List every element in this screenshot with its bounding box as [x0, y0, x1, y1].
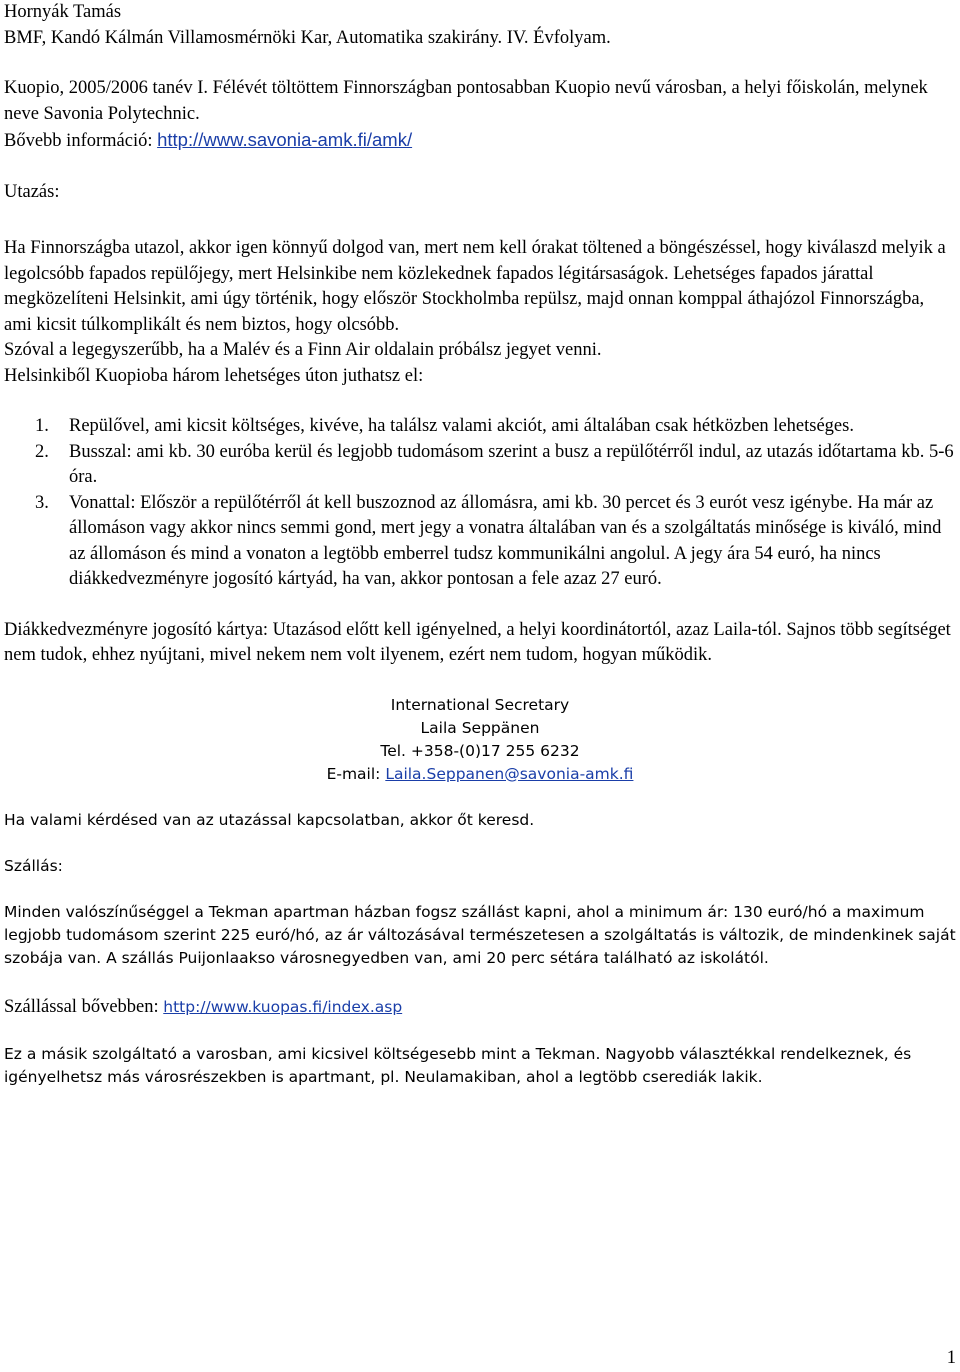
intro-text: Kuopio, 2005/2006 tanév I. Félévét töltöttem Finnországban pontosabban Kuopio nevű városban, a helyi főiskolán, melynek neve Savonia Polytechnic. [4, 78, 928, 124]
contact-note: Ha valami kérdésed van az utazással kapcsolatban, akkor őt keresd. [4, 810, 535, 829]
accommodation-paragraph: Minden valószínűséggel a Tekman apartman házban fogsz szállást kapni, ahol a minimum ár: 130 euró/hó a maximum legjobb tudomásom szerint 225 euró/hó, az ár változásával természetesen a szolgáltatás is változik, de mindenkinek saját szobája van. A szállás Puijonlaakso városnegyedben van, ami 20 perc sétára található az iskolától. [4, 902, 956, 967]
contact-email-link[interactable]: Laila.Seppanen@savonia-amk.fi [385, 764, 634, 783]
travel-line-2: Szóval a legegyszerűbb, ha a Malév és a Finn Air oldalain próbálsz jegyet venni. [4, 340, 602, 360]
accommodation-heading: Szállás: [4, 856, 63, 875]
contact-email-label: E-mail: [326, 764, 386, 783]
list-item [4, 414, 956, 440]
travel-heading: Utazás: [4, 181, 60, 202]
list-item-text: Repülővel, ami kicsit költséges, kivéve, ha találsz valami akciót, ami általában csak hétközben lehetséges. [69, 416, 854, 436]
list-item-text: Busszal: ami kb. 30 euróba kerül és legjobb tudomásom szerint a busz a repülőtérről indul, az utazás időtartama kb. 5-6 óra. [69, 441, 954, 487]
savonia-link[interactable]: http://www.savonia-amk.fi/amk/ [157, 129, 413, 150]
list-item-number: 3. [35, 492, 49, 513]
page-number: 1 [946, 1348, 956, 1368]
author-name: Hornyák Tamás [4, 2, 122, 22]
list-item-text: Vonattal: Először a repülőtérről át kell buszoznod az állomásra, ami kb. 30 percet és 3 eurót vesz igénybe. Ha már az állomáson vagy akkor nincs semmi gond, mert jegy a vonatra általában van és a szolgáltatás minősége is kiváló, mind az állomáson és mind a vonaton a legtöbb emberrel tudsz kommunikálni angolul. A jegy ára 54 euró, ha nincs diákkedvezményre jogosító kártyád, ha van, akkor pontosan a fele azaz 27 euró. [69, 492, 942, 589]
list-item-number: 1. [35, 416, 49, 436]
accommodation-more-line [4, 995, 956, 1021]
contact-block [4, 694, 956, 786]
intro-more-label: Bővebb információ: [4, 131, 158, 151]
header-block [4, 0, 956, 51]
contact-tel: Tel. +358-(0)17 255 6232 [380, 741, 580, 760]
list-item-number: 2. [35, 441, 49, 462]
kuopas-link[interactable]: http://www.kuopas.fi/index.asp [163, 997, 403, 1016]
travel-line-3: Helsinkiből Kuopioba három lehetséges úton juthatsz el: [4, 365, 424, 386]
student-card-paragraph: Diákkedvezményre jogosító kártya: Utazásod előtt kell igényelned, a helyi koordinátortól, azaz Laila-tól. Sajnos több segítséget nem tudok, ehhez nyújtani, mivel nekem nem volt ilyenem, ezért nem tudom, hogyan működik. [4, 619, 951, 665]
contact-role: International Secretary [390, 695, 570, 714]
travel-paragraph: Ha Finnországba utazol, akkor igen könnyű dolgod van, mert nem kell órakat töltened a böngészéssel, hogy kiválaszd melyik a legolcsóbb fapados repülőjegy, mert Helsinkibe nem közlekednek fapados légitársaságok. Lehetséges fapados járattal megközelíteni Helsinkit, ami úgy történik, hogy először Stockholmba repülsz, majd onnan komppal áthajózol Finnországba, ami kicsit túlkomplikált és nem biztos, hogy olcsóbb. [4, 238, 946, 335]
travel-block [4, 236, 956, 389]
list-item [4, 440, 956, 491]
travel-options-list [4, 414, 956, 593]
contact-name: Laila Seppänen [420, 718, 540, 737]
list-item [4, 491, 956, 593]
accommodation-more-label: Szállással bővebben: [4, 996, 164, 1017]
document-page [4, 0, 956, 1372]
contact-email-line [4, 763, 956, 786]
accommodation-other-paragraph: Ez a másik szolgáltató a varosban, ami kicsivel költségesebb mint a Tekman. Nagyobb választékkal rendelkeznek, és igényelhetsz más városrészekben is apartmant, pl. Neulamakiban, ahol a legtöbb cserediák lakik. [4, 1045, 912, 1086]
intro-block [4, 76, 956, 155]
intro-more-line [4, 127, 956, 155]
affiliation: BMF, Kandó Kálmán Villamosmérnöki Kar, Automatika szakirány. IV. Évfolyam. [4, 27, 611, 48]
